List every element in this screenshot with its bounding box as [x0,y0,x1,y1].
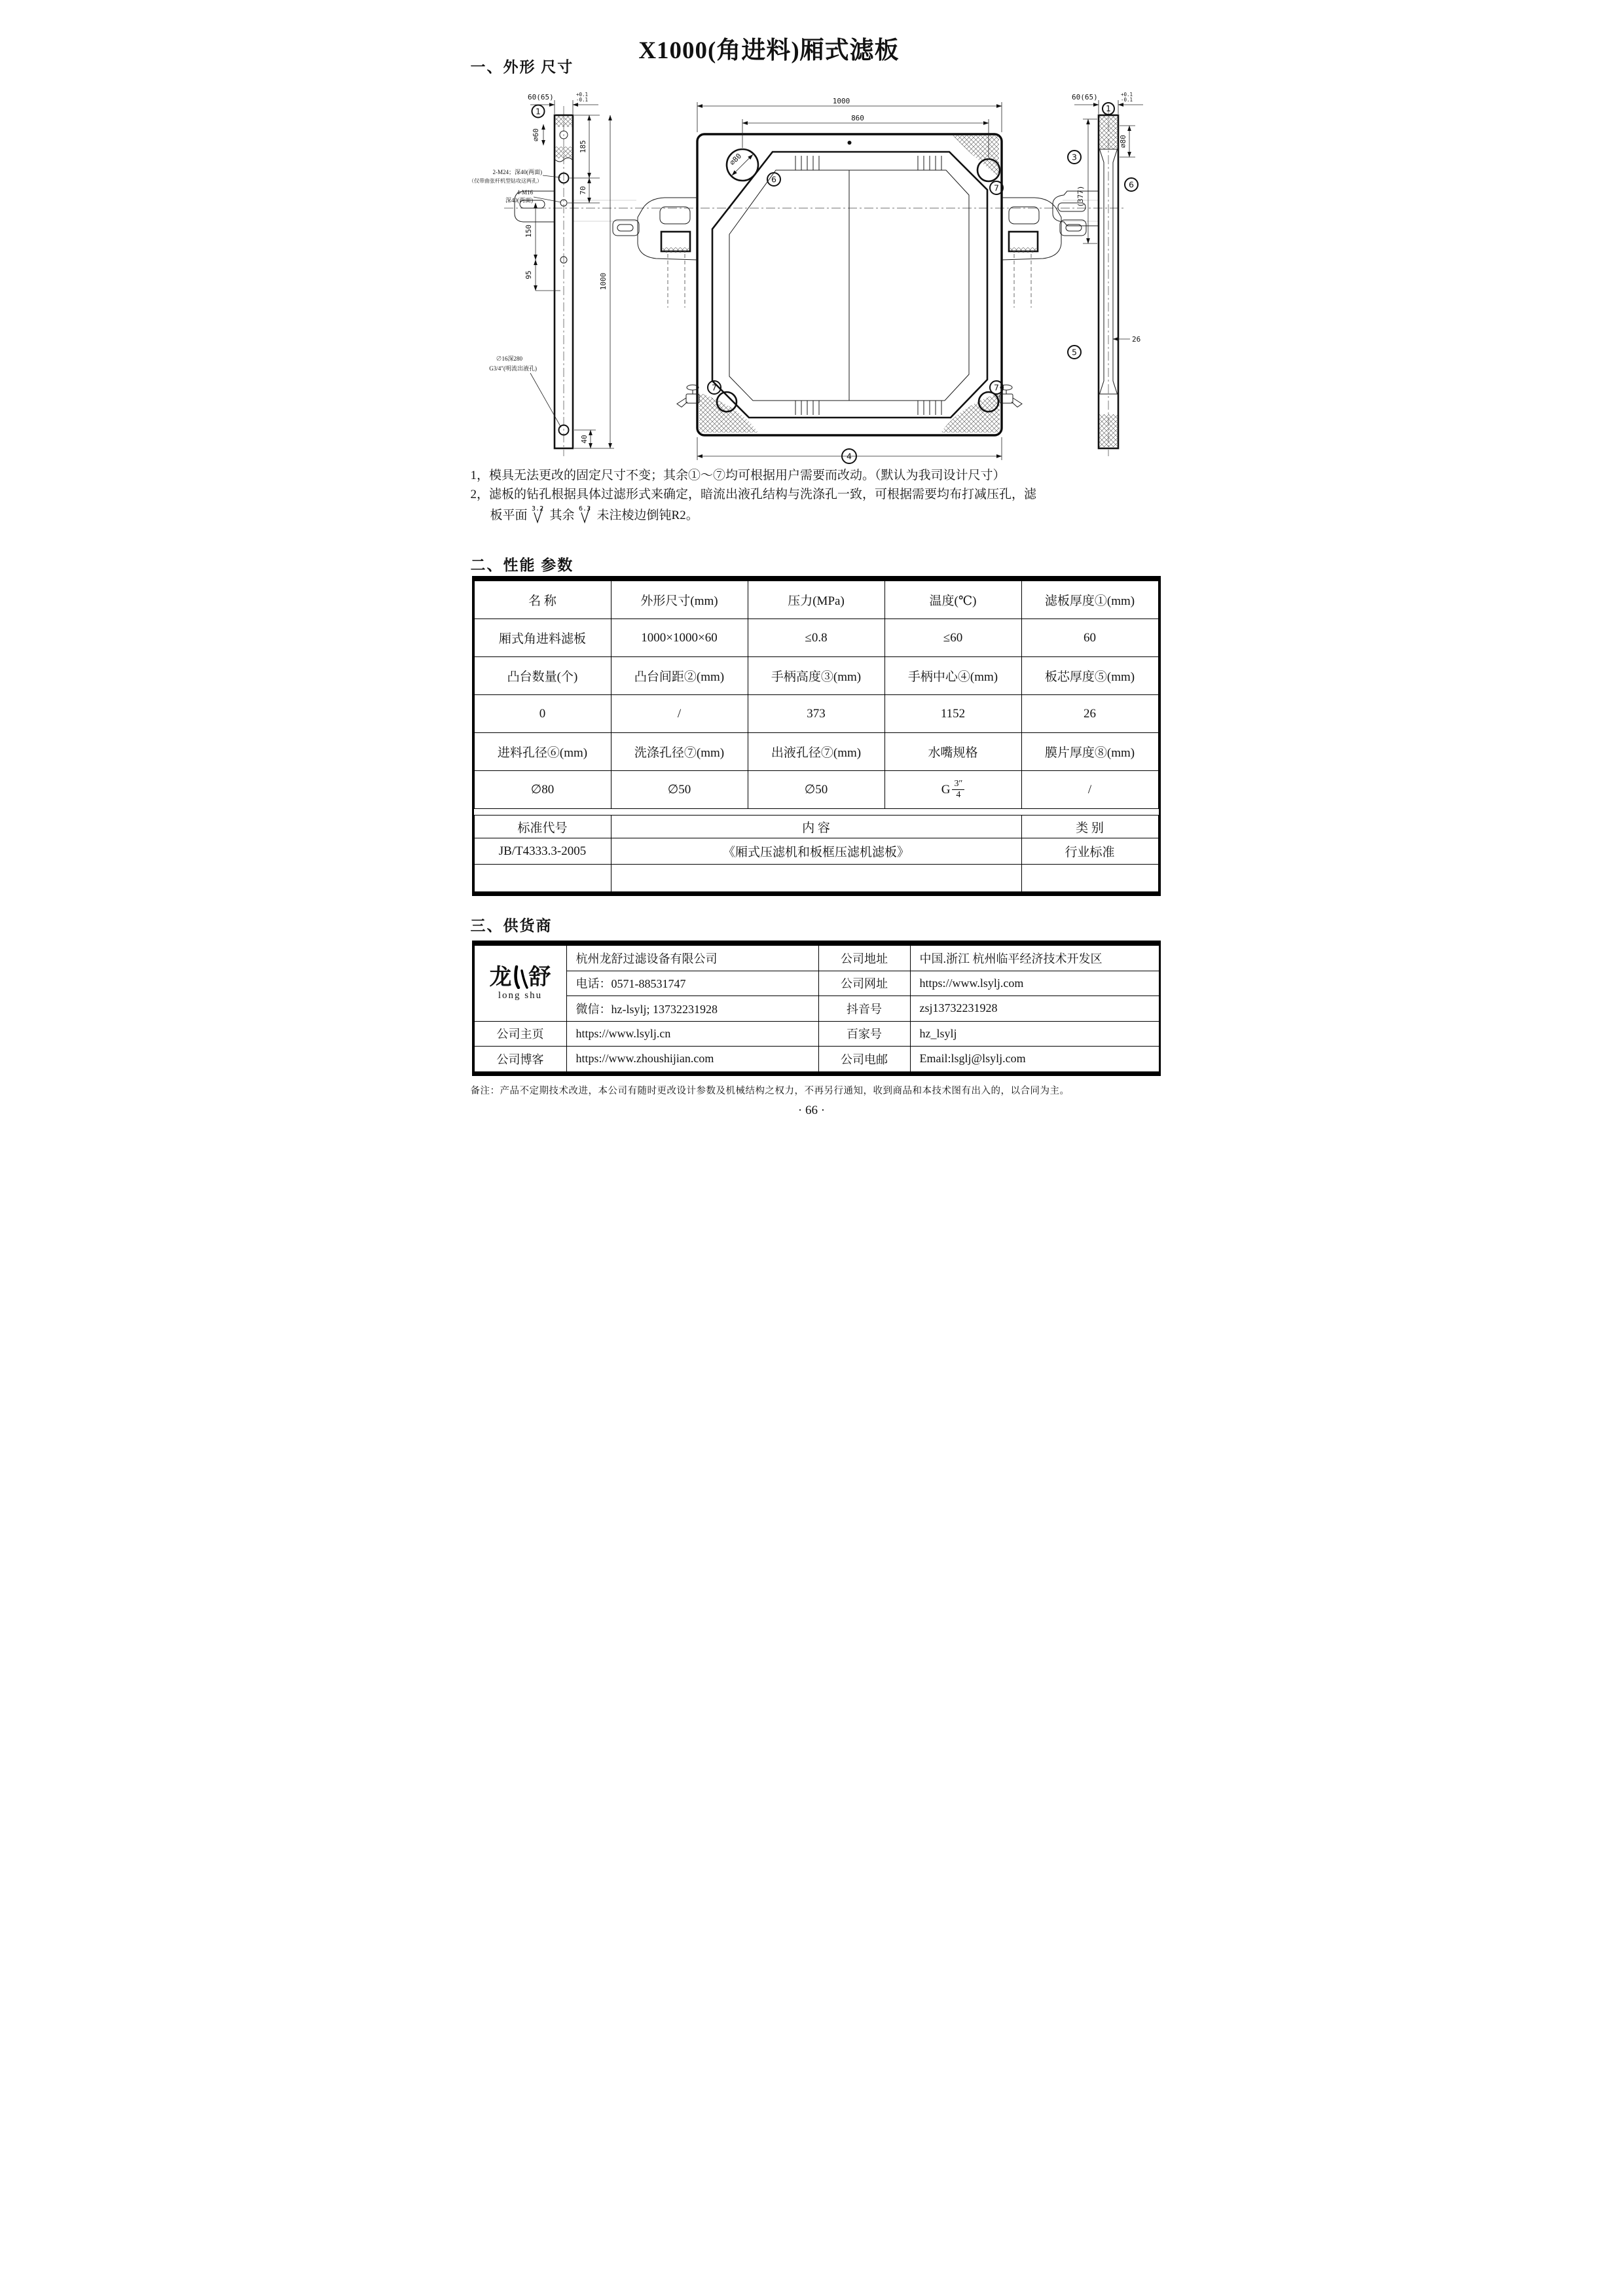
table-row [474,816,1158,838]
company-douyin: zsj13732231928 [910,996,1159,1022]
label-email: 公司电邮 [818,1047,910,1072]
document-page [406,0,1218,1148]
perf-header: 凸台数量(个) [474,657,611,695]
svg-text:4: 4 [846,451,852,461]
balloon-5 [1068,346,1081,359]
footer-note: 备注：产品不定期技术改进，本公司有随时更改设计参数及机械结构之权力，不再另行通知，收到商品和本技术图有出入的，以合同为主。 [470,1086,1070,1096]
dim-d60: ∅60 [531,128,540,141]
dim-d80-front: ∅80 [727,151,743,168]
perf-header: 板芯厚度⑤(mm) [1021,657,1158,695]
dim-185: 185 [578,140,587,153]
perf-value: 26 [1021,695,1158,733]
standard-table [474,815,1159,892]
perf-value: ∅80 [474,771,611,809]
balloon-6-right [1125,178,1138,191]
perf-value: 60 [1021,619,1158,657]
perf-header: 进料孔径⑥(mm) [474,733,611,771]
perf-header: 温度(℃) [884,581,1021,619]
dim-377: (377) [1076,185,1085,207]
svg-text:3.2: 3.2 [531,505,543,512]
svg-text:7: 7 [993,382,999,393]
std-header-content: 内 容 [611,816,1021,838]
perf-value: 0 [474,695,611,733]
label-2-m24: 2-M24；深40(两面) [492,169,542,175]
perf-header: 水嘴规格 [884,733,1021,771]
balloon-1-left [532,105,544,118]
company-email: Email:lsglj@lsylj.com [910,1047,1159,1072]
label-m16-note: 深40(两面) [505,197,533,204]
perf-header: 手柄高度③(mm) [748,657,884,695]
company-logo: 龙 舒 long shu [474,946,566,1022]
perf-value: 373 [748,695,884,733]
company-address: 中国.浙江 杭州临平经济技术开发区 [910,946,1159,971]
balloon-1-right [1103,103,1114,115]
perf-value: 厢式角进料滤板 [474,619,611,657]
label-address: 公司地址 [818,946,910,971]
note-1: 1，模具无法更改的固定尺寸不变；其余①～⑦均可根据用户需要而改动。（默认为我司设计尺寸） [470,469,1006,482]
label-out-hole-size: ∅16深280 [495,355,522,362]
logo-swoosh-icon [512,965,529,989]
label-website: 公司网址 [818,971,910,996]
dim-d80-right: ∅80 [1118,135,1127,148]
table-row [474,946,1159,971]
svg-text:3: 3 [1071,152,1077,162]
dim-right-60-65: 60(65) [1071,93,1098,101]
page-title: X1000(角进料)厢式滤板 [638,37,900,64]
perf-value: ≤0.8 [748,619,884,657]
section-2-heading: 二、性能 参数 [470,557,574,573]
dim-1000-height: 1000 [598,272,608,291]
dim-26: 26 [1131,335,1140,344]
table-row [474,733,1158,771]
section-1-heading: 一、外形 尺寸 [470,59,574,75]
table-row [474,619,1158,657]
label-baijiahao: 百家号 [818,1021,910,1047]
std-header-code: 标准代号 [474,816,611,838]
std-empty [474,865,611,892]
svg-text:1: 1 [535,106,541,117]
std-header-class: 类 别 [1021,816,1158,838]
dim-860: 860 [850,114,864,122]
dim-70: 70 [578,186,587,195]
dim-left-tol-plus: +0.1 [575,92,588,98]
table-row [474,838,1158,865]
svg-text:6.3: 6.3 [578,505,591,512]
table-separator [474,809,1159,815]
right-section-view [1053,92,1143,456]
label-m24-note: （仅带曲张杆机型钻攻这两孔） [468,178,542,184]
perf-value: 1000×1000×60 [611,619,748,657]
label-douyin: 抖音号 [818,996,910,1022]
std-content: 《厢式压滤机和板框压滤机滤板》 [611,838,1021,865]
table-row [474,1047,1159,1072]
svg-text:5: 5 [1071,347,1077,357]
supplier-table [472,941,1161,1076]
table-row [474,996,1159,1022]
table-row [474,695,1158,733]
svg-text:7: 7 [711,382,717,393]
perf-header: 名 称 [474,581,611,619]
right-handle [1002,198,1086,308]
section-3-heading: 三、供货商 [470,918,553,934]
company-baijiahao: hz_lsylj [910,1021,1159,1047]
perf-value: / [1021,771,1158,809]
perf-header: 膜片厚度⑧(mm) [1021,733,1158,771]
perf-header: 手柄中心④(mm) [884,657,1021,695]
perf-header: 凸台间距②(mm) [611,657,748,695]
dim-left-tol-minus: -0.1 [575,97,588,103]
note-2-line1: 2，滤板的钻孔根据具体过滤形式来确定，暗流出液孔结构与洗涤孔一致，可根据需要均布打减压孔，滤 [470,488,1037,502]
company-phone: 电话：0571-88531747 [566,971,818,996]
perf-value: ≤60 [884,619,1021,657]
perf-value: ∅50 [611,771,748,809]
perf-header: 压力(MPa) [748,581,884,619]
perf-value: 1152 [884,695,1021,733]
perf-header: 出液孔径⑦(mm) [748,733,884,771]
std-empty [1021,865,1158,892]
dim-left-60-65: 60(65) [527,93,554,101]
dim-40: 40 [579,435,589,444]
roughness-symbol-3-2 [529,505,549,524]
left-section-view [469,92,614,456]
dimension-drawing [465,92,1159,468]
svg-text:6: 6 [771,174,776,185]
perf-header: 滤板厚度①(mm) [1021,581,1158,619]
std-class: 行业标准 [1021,838,1158,865]
std-empty [611,865,1021,892]
table-row [474,865,1158,892]
performance-table [472,576,1161,896]
company-blog: https://www.zhoushijian.com [566,1047,818,1072]
company-name: 杭州龙舒过滤设备有限公司 [566,946,818,971]
left-faucet [677,385,699,407]
dim-1000-width: 1000 [832,97,850,105]
svg-text:7: 7 [993,183,999,193]
table-row [474,971,1159,996]
label-homepage: 公司主页 [474,1021,566,1047]
dim-right-tol-minus: -0.1 [1120,97,1133,103]
perf-value: / [611,695,748,733]
label-out-hole-thread: G3/4″(明流出液孔) [488,365,537,372]
drawing-notes [471,466,1165,525]
table-row [474,657,1158,695]
left-handle [613,198,697,308]
company-wechat: 微信：hz-lsylj; 13732231928 [566,996,818,1022]
label-blog: 公司博客 [474,1047,566,1072]
perf-value: ∅50 [748,771,884,809]
perf-header: 外形尺寸(mm) [611,581,748,619]
label-4-m16: 4-M16 [517,189,533,196]
perf-value-nozzle: G 3″ 4 [884,771,1021,809]
table-row [474,771,1158,809]
svg-text:1: 1 [1105,103,1111,113]
company-website: https://www.lsylj.com [910,971,1159,996]
table-row [474,581,1158,619]
dim-95: 95 [524,270,533,279]
balloon-3 [1068,151,1081,164]
front-view [613,97,1086,463]
table-row [474,1021,1159,1047]
roughness-symbol-6-3 [576,505,596,524]
note-2-line2: 板平面 3.2 其余 6.3 未注棱边倒钝R2。 [471,505,1165,525]
dim-right-tol-plus: +0.1 [1120,92,1133,98]
svg-text:6: 6 [1128,179,1134,190]
dim-150: 150 [524,224,533,238]
page-number: · 66 · [797,1103,826,1117]
perf-header: 洗涤孔径⑦(mm) [611,733,748,771]
std-code: JB/T4333.3-2005 [474,838,611,865]
company-homepage: https://www.lsylj.cn [566,1021,818,1047]
